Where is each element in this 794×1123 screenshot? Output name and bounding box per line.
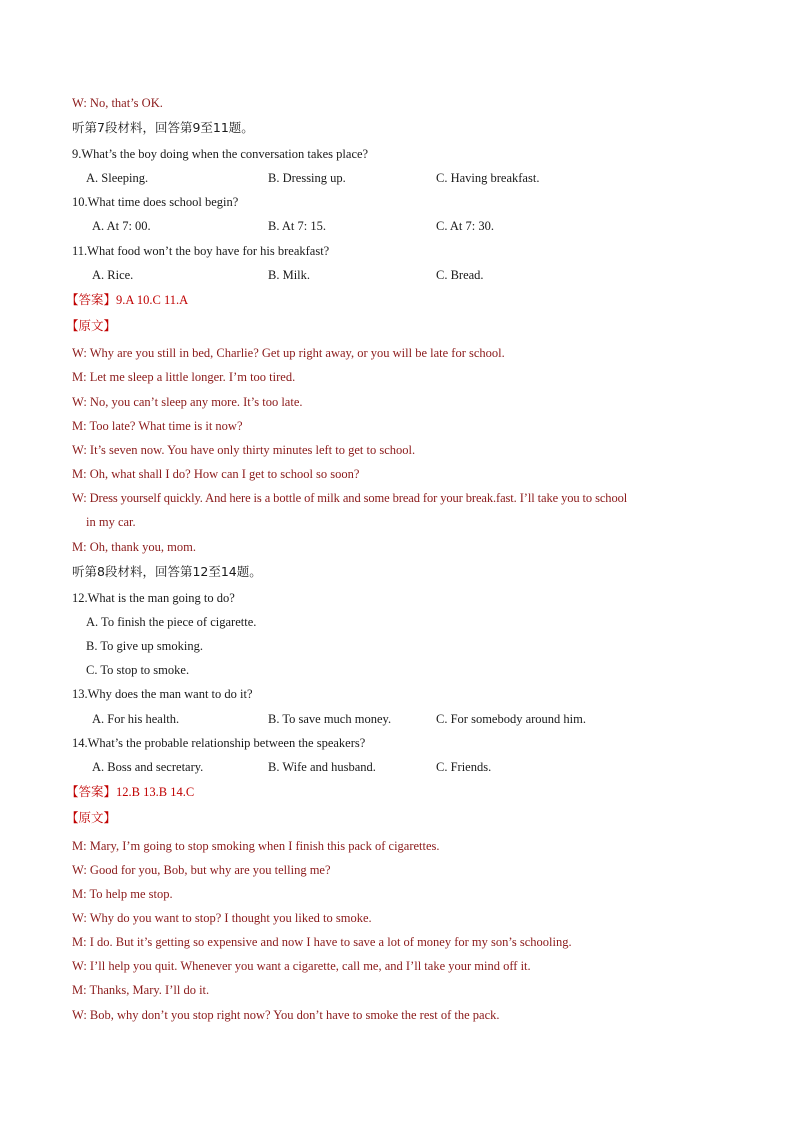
dialogue-line: W: Why do you want to stop? I thought you liked to smoke. <box>72 911 372 925</box>
option-c: C. Bread. <box>436 268 484 282</box>
dialogue-line: M: Mary, I’m going to stop smoking when I finish this pack of cigarettes. <box>72 839 440 853</box>
question-stem: 13.Why does the man want to do it? <box>72 687 253 701</box>
option-a: A. At 7: 00. <box>92 219 151 233</box>
option-c: C. At 7: 30. <box>436 219 494 233</box>
option-b: B. Wife and husband. <box>268 760 376 774</box>
dialogue-line: M: Oh, thank you, mom. <box>72 540 196 554</box>
section-heading: 听第7段材料，回答第9至11题。 <box>72 120 254 135</box>
dialogue-line: M: To help me stop. <box>72 887 173 901</box>
option-a: A. To finish the piece of cigarette. <box>86 615 257 629</box>
dialogue-line: M: Thanks, Mary. I’ll do it. <box>72 983 210 997</box>
answer-line <box>66 292 188 308</box>
dialogue-line: W: I’ll help you quit. Whenever you want a cigarette, call me, and I’ll take your mind off it. <box>72 959 531 973</box>
dialogue-line: W: Why are you still in bed, Charlie? Get up right away, or you will be late for school. <box>72 346 505 360</box>
option-b: B. At 7: 15. <box>268 219 326 233</box>
question-stem: 14.What’s the probable relationship between the speakers? <box>72 736 366 750</box>
script-tag-line <box>66 810 116 826</box>
section-heading: 听第8段材料，回答第12至14题。 <box>72 564 262 579</box>
dialogue-line: M: I do. But it’s getting so expensive and now I have to save a lot of money for my son’s schooling. <box>72 935 572 949</box>
answer-tag: 【答案】 <box>66 292 117 307</box>
script-tag: 【原文】 <box>66 810 117 825</box>
option-a: A. For his health. <box>92 712 180 726</box>
answer-value: 12.B 13.B 14.C <box>116 785 195 799</box>
option-c: C. Having breakfast. <box>436 171 540 185</box>
option-c: C. For somebody around him. <box>436 712 586 726</box>
option-a: A. Sleeping. <box>86 171 149 185</box>
dialogue-line: W: Good for you, Bob, but why are you telling me? <box>72 863 331 877</box>
option-b: B. To give up smoking. <box>86 639 203 653</box>
option-c: C. Friends. <box>436 760 492 774</box>
question-stem: 12.What is the man going to do? <box>72 591 235 605</box>
dialogue-line: W: No, that’s OK. <box>72 96 163 110</box>
dialogue-line: W: No, you can’t sleep any more. It’s too late. <box>72 395 303 409</box>
dialogue-line: W: It’s seven now. You have only thirty minutes left to get to school. <box>72 443 416 457</box>
question-stem: 11.What food won’t the boy have for his breakfast? <box>72 244 330 258</box>
question-stem: 10.What time does school begin? <box>72 195 239 209</box>
option-b: B. Dressing up. <box>268 171 346 185</box>
option-a: A. Boss and secretary. <box>92 760 204 774</box>
answer-value: 9.A 10.C 11.A <box>116 293 189 307</box>
script-tag: 【原文】 <box>66 318 117 333</box>
dialogue-line: W: Bob, why don’t you stop right now? You don’t have to smoke the rest of the pack. <box>72 1008 500 1022</box>
dialogue-line: M: Let me sleep a little longer. I’m too tired. <box>72 370 296 384</box>
answer-tag: 【答案】 <box>66 784 117 799</box>
dialogue-line: M: Too late? What time is it now? <box>72 419 243 433</box>
option-c: C. To stop to smoke. <box>86 663 190 677</box>
script-tag-line <box>66 318 116 334</box>
dialogue-line-continued: in my car. <box>86 515 136 529</box>
question-stem: 9.What’s the boy doing when the conversation takes place? <box>72 147 369 161</box>
dialogue-line: M: Oh, what shall I do? How can I get to school so soon? <box>72 467 360 481</box>
answer-line <box>66 784 194 800</box>
option-a: A. Rice. <box>92 268 134 282</box>
option-b: B. Milk. <box>268 268 311 282</box>
option-b: B. To save much money. <box>268 712 392 726</box>
dialogue-line: W: Dress yourself quickly. And here is a bottle of milk and some bread for your break.fast. I’ll take you to school <box>72 491 628 505</box>
